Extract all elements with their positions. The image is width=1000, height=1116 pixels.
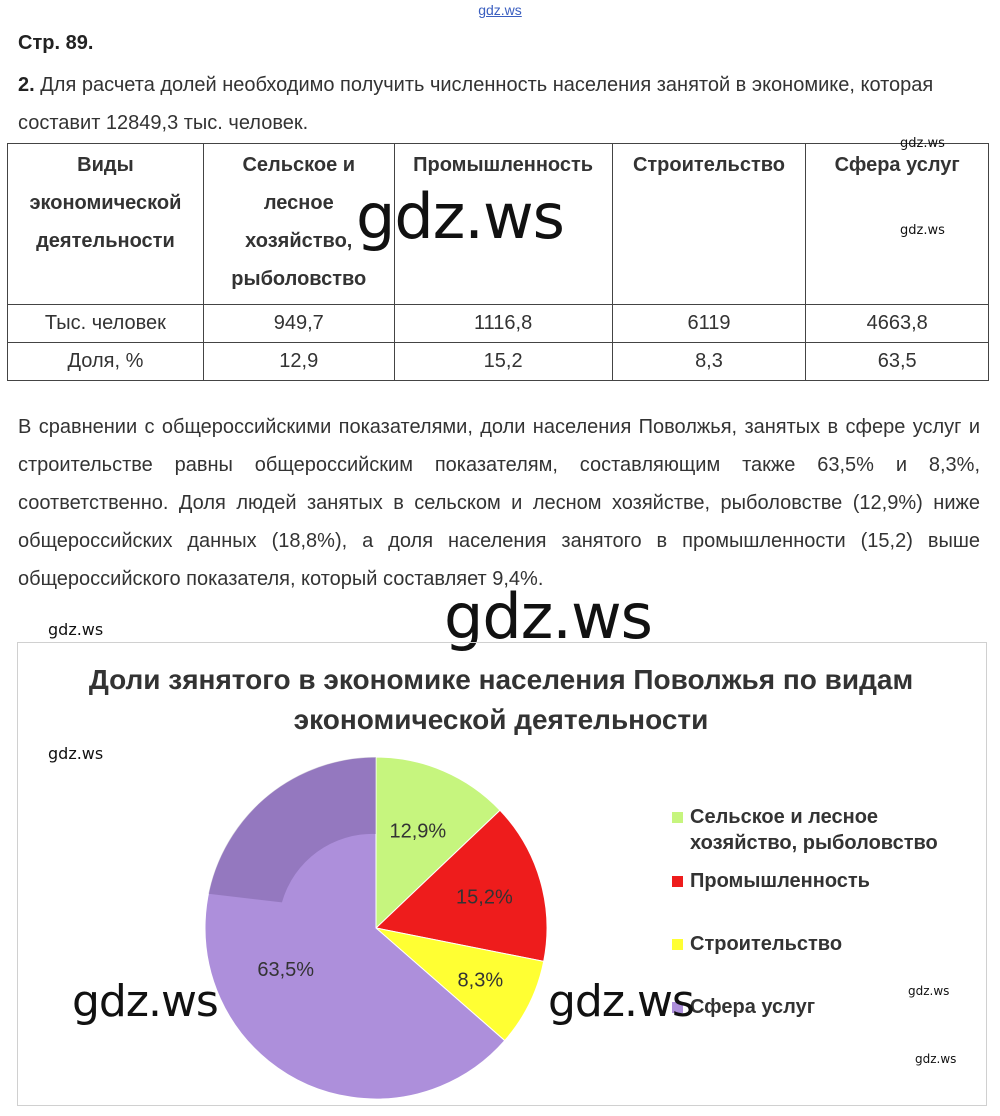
- watermark-chart-large: gdz.ws: [548, 976, 694, 1027]
- legend-label: Промышленность: [690, 870, 870, 892]
- table-cell: 4663,8: [806, 305, 989, 343]
- watermark-paragraph: gdz.ws: [444, 580, 652, 653]
- watermark-top[interactable]: gdz.ws: [478, 2, 522, 18]
- pie-chart: [200, 752, 552, 1104]
- table-header-cell: Виды экономической деятельности: [8, 144, 204, 305]
- table-cell: 15,2: [394, 343, 612, 381]
- table-header-cell: Сфера услуг: [806, 144, 989, 305]
- watermark-table: gdz.ws: [356, 180, 564, 253]
- legend-swatch: [672, 939, 683, 950]
- table-header-cell: Строительство: [612, 144, 806, 305]
- table-header-cell: Сельское и лесное хозяйство, рыболовство: [203, 144, 394, 305]
- table-cell: 949,7: [203, 305, 394, 343]
- table-cell: Доля, %: [8, 343, 204, 381]
- watermark-chart-large: gdz.ws: [72, 976, 218, 1027]
- pie-data-label: 15,2%: [456, 886, 513, 909]
- watermark-chart: gdz.ws: [48, 620, 104, 639]
- table-cell: 12,9: [203, 343, 394, 381]
- task-text: [18, 66, 978, 142]
- legend-swatch: [672, 812, 683, 823]
- table-row: [8, 343, 989, 381]
- pie-data-label: 12,9%: [389, 820, 447, 843]
- comparison-paragraph: В сравнении с общероссийскими показателями, доли населения Поволжья, занятых в сфере услуг и строительстве равны общероссийским показателям, составляющим также 63,5% и 8,3%, соответственно. Доля людей занятых в сельском и лесном хозяйстве, рыболовстве (12,9%) ниже общероссийских данных (18,8%), а доля населения занятого в промышленности (15,2) выше общероссийского показателя, который составляет 9,4%.: [18, 416, 980, 590]
- table-row: [8, 305, 989, 343]
- watermark-chart-small: gdz.ws: [915, 1052, 957, 1066]
- table-cell: Тыс. человек: [8, 305, 204, 343]
- data-table: [7, 143, 989, 381]
- legend-label: Строительство: [690, 933, 843, 955]
- table-header-cell: Промышленность: [394, 144, 612, 305]
- pie-data-label: 8,3%: [457, 969, 504, 992]
- legend-label: Сельское и лесное хозяйство, рыболовство: [690, 806, 938, 854]
- watermark-table-small: gdz.ws: [900, 136, 945, 151]
- watermark-table-small: gdz.ws: [900, 223, 945, 238]
- table-cell: 6119: [612, 305, 806, 343]
- table-cell: 63,5: [806, 343, 989, 381]
- task-number: 2.: [18, 74, 35, 96]
- table-cell: 8,3: [612, 343, 806, 381]
- watermark-chart-small: gdz.ws: [908, 984, 950, 998]
- chart-title: Доли зянятого в экономике населения Поволжья по видам экономической деятельности: [88, 664, 914, 735]
- page-number: Стр. 89.: [18, 32, 94, 54]
- pie-data-label: 63,5%: [257, 958, 315, 981]
- watermark-chart: gdz.ws: [48, 744, 104, 763]
- task-body: Для расчета долей необходимо получить численность населения занятой в экономике, которая составит 12849,3 тыс. человек.: [18, 74, 934, 134]
- legend-label: Сфера услуг: [690, 996, 816, 1018]
- legend-swatch: [672, 876, 683, 887]
- table-cell: 1116,8: [394, 305, 612, 343]
